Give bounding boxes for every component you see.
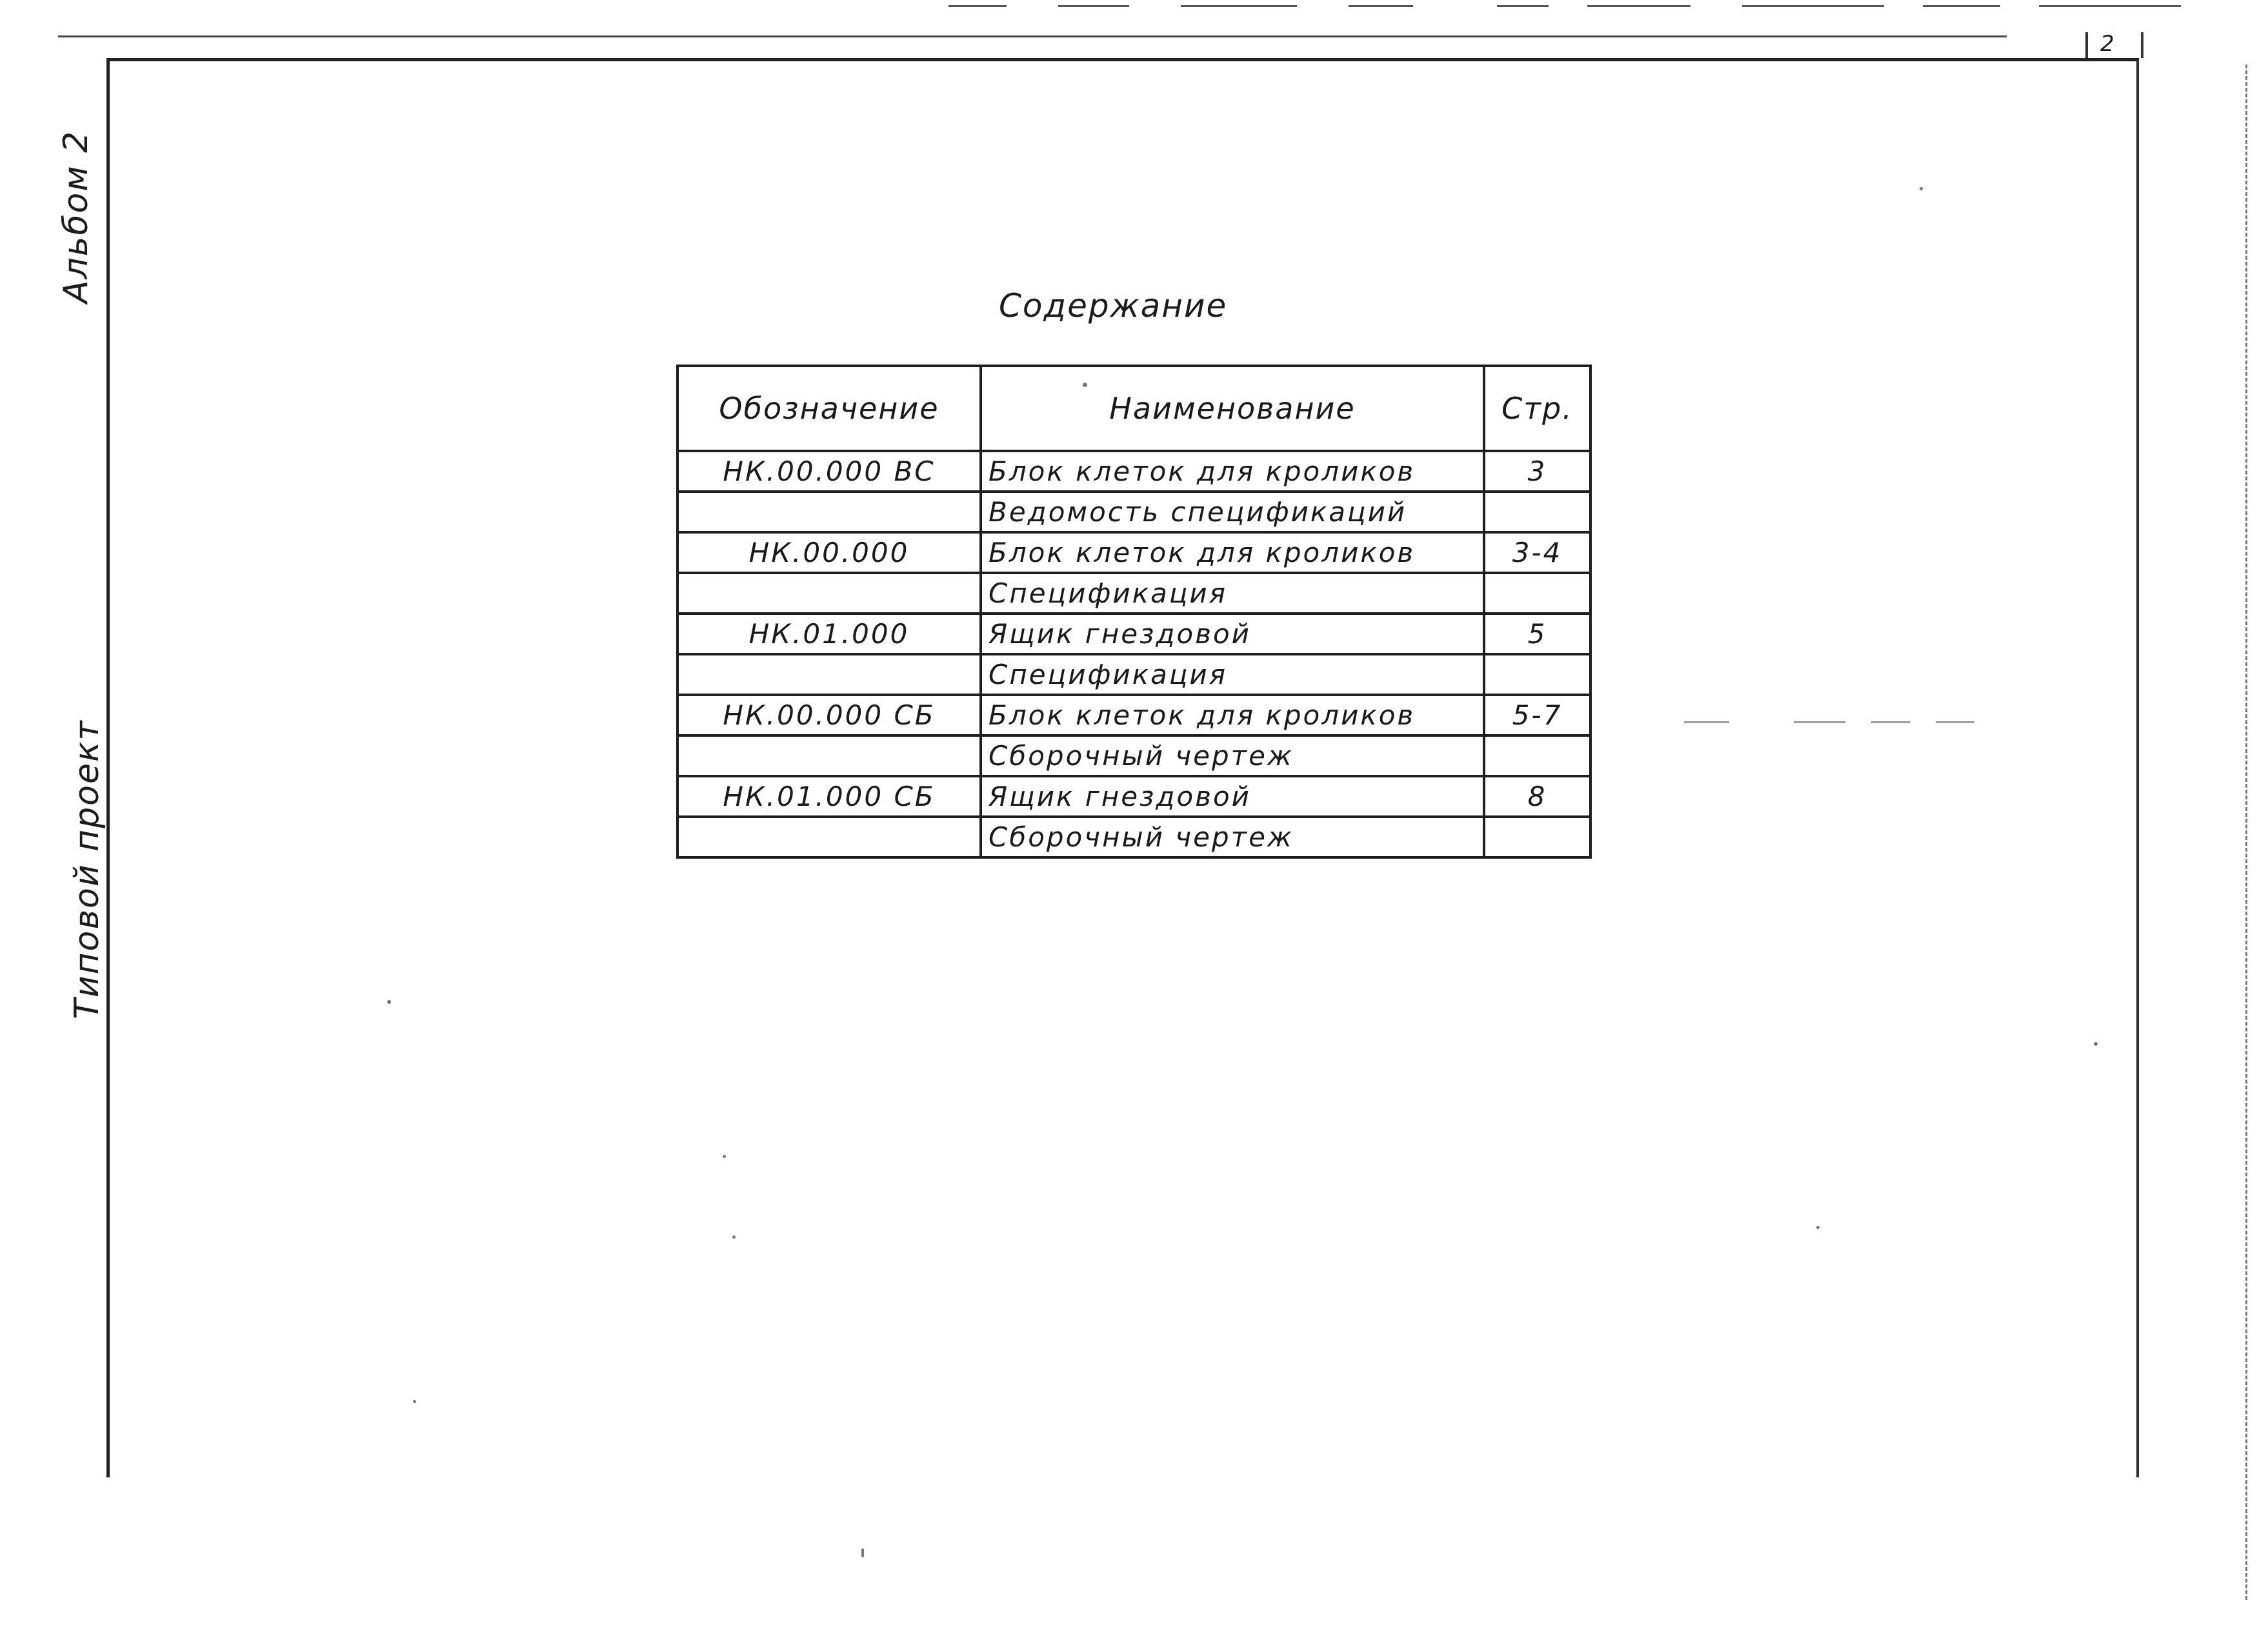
stray-dash bbox=[1871, 721, 1910, 723]
top-edge-dash bbox=[1497, 5, 1549, 7]
row-page bbox=[1484, 492, 1591, 532]
scan-speck bbox=[1083, 383, 1087, 387]
row-code bbox=[677, 573, 981, 614]
header-name: Наименование bbox=[981, 366, 1484, 451]
row-name: Спецификация bbox=[981, 573, 1484, 614]
table-row bbox=[677, 451, 1591, 492]
scan-speck bbox=[723, 1155, 726, 1158]
row-name: Ящик гнездовой bbox=[981, 776, 1484, 817]
scan-speck bbox=[387, 1000, 391, 1004]
row-page: 3 bbox=[1484, 451, 1591, 492]
scan-speck bbox=[2094, 1042, 2098, 1046]
table-row bbox=[677, 654, 1591, 695]
row-page: 8 bbox=[1484, 776, 1591, 817]
row-code: НК.01.000 bbox=[677, 614, 981, 654]
side-label-project: Типовой проект bbox=[68, 719, 106, 1019]
row-code bbox=[677, 817, 981, 857]
scan-speck bbox=[732, 1235, 736, 1239]
contents-table bbox=[676, 365, 1592, 859]
top-edge-dash bbox=[1349, 5, 1413, 7]
row-name: Сборочный чертеж bbox=[981, 735, 1484, 776]
stray-dash bbox=[1794, 721, 1845, 723]
table-row bbox=[677, 532, 1591, 573]
row-code: НК.00.000 СБ bbox=[677, 695, 981, 735]
row-page bbox=[1484, 654, 1591, 695]
sheet-right-edge bbox=[2245, 65, 2247, 1600]
stray-dash bbox=[1936, 721, 1974, 723]
row-page bbox=[1484, 817, 1591, 857]
table-row bbox=[677, 573, 1591, 614]
table-row bbox=[677, 695, 1591, 735]
row-name: Сборочный чертеж bbox=[981, 817, 1484, 857]
scan-speck bbox=[861, 1548, 864, 1557]
row-page: 5-7 bbox=[1484, 695, 1591, 735]
top-edge-dash bbox=[948, 5, 1007, 7]
stray-dash bbox=[1684, 721, 1729, 723]
page-number: 2 bbox=[2100, 31, 2116, 57]
top-edge-dash bbox=[2039, 5, 2181, 7]
table-row bbox=[677, 776, 1591, 817]
row-name: Блок клеток для кроликов bbox=[981, 695, 1484, 735]
row-code bbox=[677, 492, 981, 532]
row-name: Блок клеток для кроликов bbox=[981, 532, 1484, 573]
table-row bbox=[677, 614, 1591, 654]
top-edge-dash bbox=[1923, 5, 2000, 7]
scan-speck bbox=[413, 1400, 416, 1403]
top-rule bbox=[58, 35, 2007, 37]
row-name: Блок клеток для кроликов bbox=[981, 451, 1484, 492]
table-row bbox=[677, 735, 1591, 776]
row-name: Ящик гнездовой bbox=[981, 614, 1484, 654]
row-page bbox=[1484, 573, 1591, 614]
row-code: НК.01.000 СБ bbox=[677, 776, 981, 817]
row-page: 5 bbox=[1484, 614, 1591, 654]
table-row bbox=[677, 817, 1591, 857]
row-code: НК.00.000 bbox=[677, 532, 981, 573]
row-code bbox=[677, 654, 981, 695]
row-page: 3-4 bbox=[1484, 532, 1591, 573]
scan-speck bbox=[1920, 187, 1923, 190]
top-edge-dash bbox=[1058, 5, 1129, 7]
header-code: Обозначение bbox=[677, 366, 981, 451]
scan-speck bbox=[1816, 1226, 1820, 1229]
table-header-row bbox=[677, 366, 1591, 451]
header-page: Стр. bbox=[1484, 366, 1591, 451]
side-label-album: Альбом 2 bbox=[57, 130, 95, 303]
row-code bbox=[677, 735, 981, 776]
row-name: Спецификация bbox=[981, 654, 1484, 695]
row-page bbox=[1484, 735, 1591, 776]
top-edge-dash bbox=[1587, 5, 1691, 7]
table-row bbox=[677, 492, 1591, 532]
row-code: НК.00.000 ВС bbox=[677, 451, 981, 492]
row-name: Ведомость спецификаций bbox=[981, 492, 1484, 532]
top-edge-dash bbox=[1181, 5, 1297, 7]
top-edge-dash bbox=[1742, 5, 1884, 7]
page-title: Содержание bbox=[999, 287, 1228, 325]
